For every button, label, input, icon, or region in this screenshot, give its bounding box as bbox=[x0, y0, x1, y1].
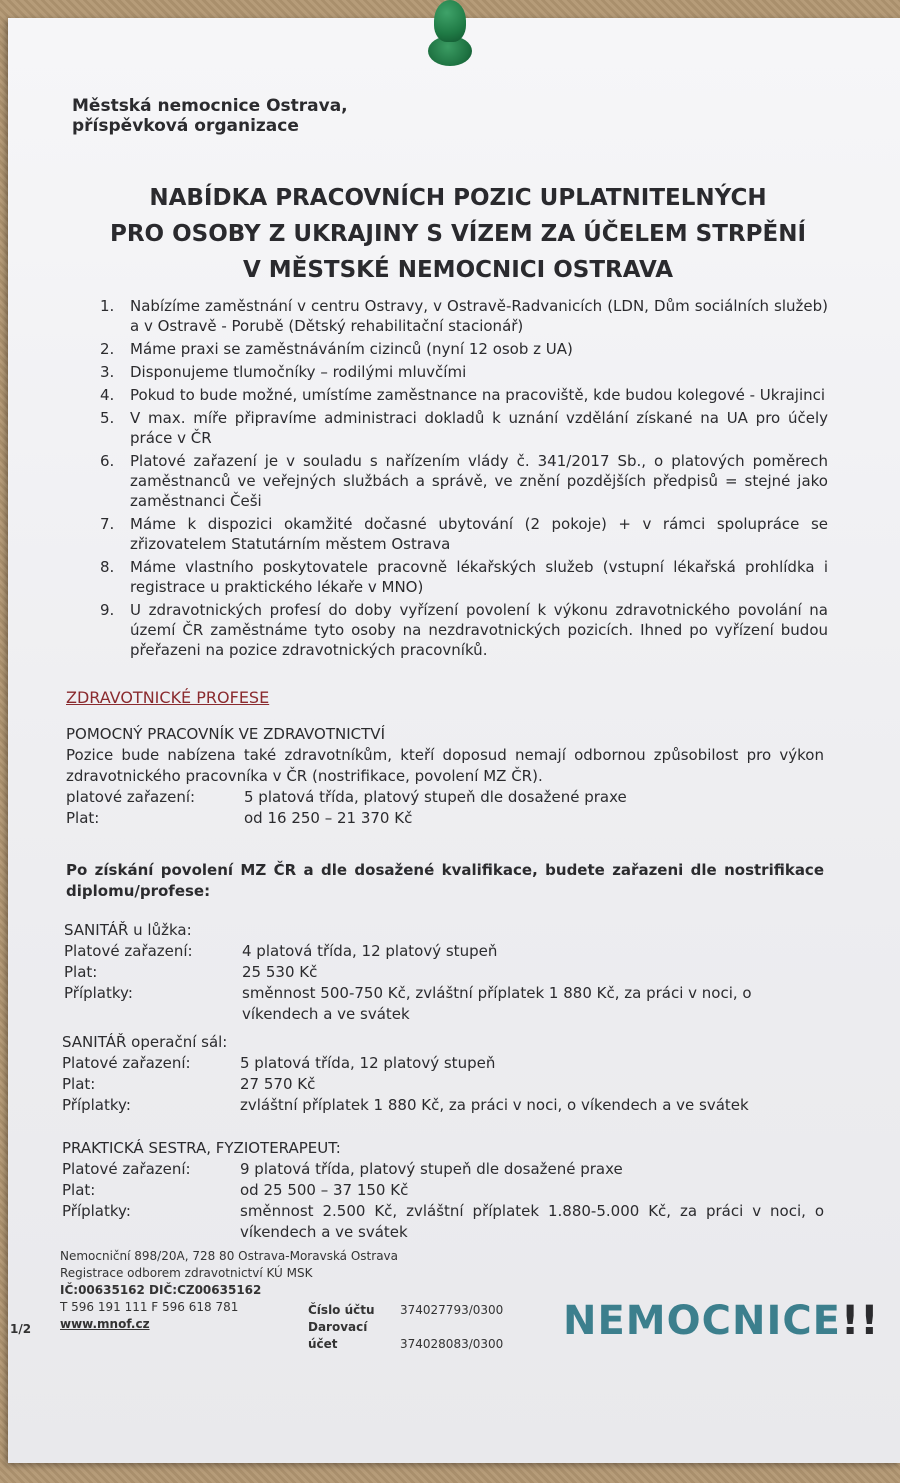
position-description: Pozice bude nabízena také zdravotníkům, kteří doposud nemají odbornou způsobilost pro výkon zdravotnického pracovníka v ČR (nostrifikace, povolení MZ ČR). bbox=[66, 746, 824, 785]
helper-position bbox=[66, 724, 824, 829]
nurse-position bbox=[62, 1138, 824, 1243]
qualification-notice: Po získání povolení MZ ČR a dle dosažené kvalifikace, budete zařazeni dle nostrifikace diplomu/profese: bbox=[66, 861, 824, 900]
list-item-text: Pokud to bude možné, umístíme zaměstnance na pracoviště, kde budou kolegové - Ukrajinci bbox=[130, 386, 826, 404]
bonus-label: Příplatky: bbox=[62, 1202, 131, 1220]
bonus-label: Příplatky: bbox=[64, 984, 133, 1002]
list-item-number: 5. bbox=[100, 409, 115, 427]
grade-value: 5 platová třída, platový stupeň dle dosažené praxe bbox=[244, 788, 627, 806]
footer-ico: IČ:00635162 DIČ:CZ00635162 bbox=[60, 1283, 262, 1297]
list-item-text: Nabízíme zaměstnání v centru Ostravy, v Ostravě-Radvanicích (LDN, Dům sociálních služeb) a v Ostravě - Porubě (Dětský rehabilitační stacionář) bbox=[130, 297, 828, 335]
pay-label: Plat: bbox=[62, 1075, 96, 1093]
orderly-bed-position bbox=[64, 920, 824, 1025]
bonus-value: směnnost 500-750 Kč, zvláštní příplatek 1 880 Kč, za práci v noci, o víkendech a ve svátek bbox=[242, 984, 752, 1023]
page-number: 1/2 bbox=[10, 1322, 32, 1336]
section-heading: ZDRAVOTNICKÉ PROFESE bbox=[66, 688, 270, 707]
list-item-number: 7. bbox=[100, 515, 115, 533]
donation-value: 374028083/0300 bbox=[400, 1337, 504, 1351]
list-item bbox=[100, 557, 828, 597]
position-title: SANITÁŘ u lůžka: bbox=[64, 921, 192, 939]
grade-value: 5 platová třída, 12 platový stupeň bbox=[240, 1054, 496, 1072]
list-item-text: Platové zařazení je v souladu s nařízením vlády č. 341/2017 Sb., o platových poměrech zaměstnanců ve veřejných službách a správě, ve znění pozdějších předpisů = stejné jako zaměstnanci Češi bbox=[130, 452, 828, 510]
list-item bbox=[100, 296, 828, 336]
logo-text: NEMOCNICE bbox=[563, 1298, 842, 1344]
list-item-number: 3. bbox=[100, 363, 115, 381]
list-item-text: Máme k dispozici okamžité dočasné ubytování (2 pokoje) + v rámci spolupráce se zřizovatelem Statutárním městem Ostrava bbox=[130, 515, 828, 553]
pay-label: Plat: bbox=[64, 963, 98, 981]
grade-label: platové zařazení: bbox=[66, 788, 196, 806]
list-item bbox=[100, 408, 828, 448]
list-item bbox=[100, 514, 828, 554]
grade-label: Platové zařazení: bbox=[62, 1054, 191, 1072]
list-item-text: Máme vlastního poskytovatele pracovně lékařských služeb (vstupní lékařská prohlídka i registrace u praktického lékaře v MNO) bbox=[130, 558, 828, 596]
list-item-text: V max. míře připravíme administraci dokladů k uznání vzdělání získané na UA pro účely práce v ČR bbox=[130, 409, 828, 447]
bonus-label: Příplatky: bbox=[62, 1096, 131, 1114]
list-item bbox=[100, 600, 828, 660]
logo-mark: !! bbox=[841, 1298, 880, 1344]
footer-accounts bbox=[308, 1302, 503, 1353]
pay-value: 27 570 Kč bbox=[240, 1075, 316, 1093]
donation-label: Darovací účet bbox=[308, 1320, 368, 1351]
position-title: SANITÁŘ operační sál: bbox=[62, 1033, 228, 1051]
grade-label: Platové zařazení: bbox=[64, 942, 193, 960]
footer-phone: T 596 191 111 F 596 618 781 bbox=[60, 1300, 239, 1314]
list-item bbox=[100, 362, 828, 382]
grade-value: 9 platová třída, platový stupeň dle dosažené praxe bbox=[240, 1160, 623, 1178]
pay-label: Plat: bbox=[62, 1181, 96, 1199]
pay-label: Plat: bbox=[66, 809, 100, 827]
list-item bbox=[100, 385, 828, 405]
pay-value: 25 530 Kč bbox=[242, 963, 318, 981]
notice-paper bbox=[8, 18, 900, 1463]
list-item-number: 4. bbox=[100, 386, 115, 404]
list-item-text: U zdravotnických profesí do doby vyřízení povolení k výkonu zdravotnického povolání na území ČR zaměstnáme tyto osoby na nezdravotnických pozicích. Ihned po vyřízení budou přeřazeni na pozice zdravotnických pracovníků. bbox=[130, 601, 828, 659]
list-item-number: 1. bbox=[100, 297, 115, 315]
pay-value: od 25 500 – 37 150 Kč bbox=[240, 1181, 409, 1199]
offer-list bbox=[100, 296, 828, 663]
account-label: Číslo účtu bbox=[308, 1303, 375, 1317]
bonus-value: zvláštní příplatek 1 880 Kč, za práci v noci, o víkendech a ve svátek bbox=[240, 1096, 749, 1114]
footer-address: Nemocniční 898/20A, 728 80 Ostrava-Moravská Ostrava bbox=[60, 1249, 398, 1263]
grade-value: 4 platová třída, 12 platový stupeň bbox=[242, 942, 498, 960]
push-pin-icon bbox=[428, 0, 472, 70]
organization-name: Městská nemocnice Ostrava, příspěvková organizace bbox=[72, 96, 348, 136]
list-item bbox=[100, 451, 828, 511]
list-item-number: 2. bbox=[100, 340, 115, 358]
pay-value: od 16 250 – 21 370 Kč bbox=[244, 809, 413, 827]
account-value: 374027793/0300 bbox=[400, 1303, 504, 1317]
list-item bbox=[100, 339, 828, 359]
list-item-number: 8. bbox=[100, 558, 115, 576]
list-item-number: 9. bbox=[100, 601, 115, 619]
position-title: POMOCNÝ PRACOVNÍK VE ZDRAVOTNICTVÍ bbox=[66, 725, 385, 743]
hospital-logo bbox=[563, 1298, 880, 1344]
footer-registration: Registrace odborem zdravotnictví KÚ MSK bbox=[60, 1266, 313, 1280]
bonus-value: směnnost 2.500 Kč, zvláštní příplatek 1.880-5.000 Kč, za práci v noci, o víkendech a ve svátek bbox=[240, 1202, 824, 1241]
document-title: NABÍDKA PRACOVNÍCH POZIC UPLATNITELNÝCH PRO OSOBY Z UKRAJINY S VÍZEM ZA ÚČELEM STRPĚNÍ V MĚSTSKÉ NEMOCNICI OSTRAVA bbox=[109, 185, 807, 283]
orderly-or-position bbox=[62, 1032, 824, 1116]
list-item-number: 6. bbox=[100, 452, 115, 470]
list-item-text: Máme praxi se zaměstnáváním cizinců (nyní 12 osob z UA) bbox=[130, 340, 573, 358]
grade-label: Platové zařazení: bbox=[62, 1160, 191, 1178]
footer-web-link[interactable]: www.mnof.cz bbox=[60, 1317, 150, 1331]
position-title: PRAKTICKÁ SESTRA, FYZIOTERAPEUT: bbox=[62, 1139, 341, 1157]
list-item-text: Disponujeme tlumočníky – rodilými mluvčími bbox=[130, 363, 467, 381]
